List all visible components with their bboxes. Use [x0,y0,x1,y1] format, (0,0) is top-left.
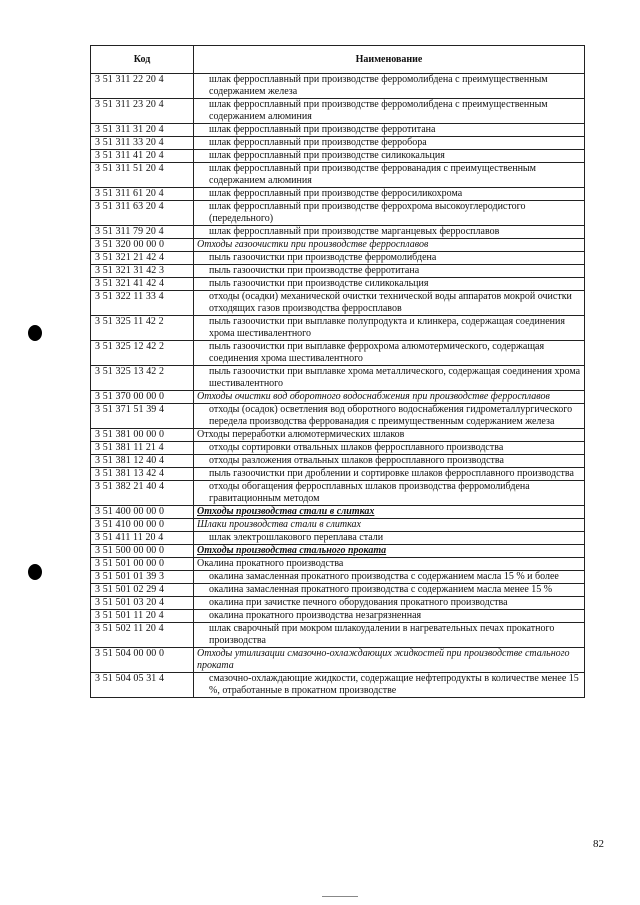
waste-code-cell: 3 51 381 13 42 4 [91,468,194,481]
waste-code-cell: 3 51 371 51 39 4 [91,404,194,429]
waste-name-cell: шлак ферросплавный при производстве феррохрома высокоуглеродистого (передельного) [194,201,585,226]
table-row [91,137,585,150]
table-row [91,366,585,391]
waste-code-cell: 3 51 501 11 20 4 [91,610,194,623]
table-row [91,597,585,610]
waste-name-cell: пыль газоочистки при выплавке феррохрома алюмотермического, содержащая соединения хрома шестивалентного [194,341,585,366]
punch-hole-mark [28,564,42,580]
table-row [91,519,585,532]
table-row [91,201,585,226]
waste-code-cell: 3 51 400 00 00 0 [91,506,194,519]
waste-code-cell: 3 51 370 00 00 0 [91,391,194,404]
waste-code-cell: 3 51 382 21 40 4 [91,481,194,506]
table-row [91,481,585,506]
waste-code-cell: 3 51 311 51 20 4 [91,163,194,188]
table-row [91,648,585,673]
waste-code-cell: 3 51 325 11 42 2 [91,316,194,341]
waste-code-cell: 3 51 411 11 20 4 [91,532,194,545]
page-number: 82 [593,838,604,850]
waste-name-cell: Отходы производства стального проката [194,545,585,558]
waste-code-cell: 3 51 321 31 42 3 [91,265,194,278]
waste-code-cell: 3 51 504 05 31 4 [91,673,194,698]
waste-code-cell: 3 51 504 00 00 0 [91,648,194,673]
table-body [91,74,585,698]
waste-code-cell: 3 51 502 11 20 4 [91,623,194,648]
table-row [91,226,585,239]
table-row [91,468,585,481]
waste-name-cell: пыль газоочистки при выплавке хрома металлического, содержащая соединения хрома шестивалентного [194,366,585,391]
table-row [91,124,585,137]
waste-name-cell: шлак ферросплавный при производстве феррованадия с преимущественным содержанием алюминия [194,163,585,188]
table-row [91,341,585,366]
table-row [91,188,585,201]
waste-name-cell: шлак ферросплавный при производстве ферромолибдена с преимущественным содержанием железа [194,74,585,99]
scan-artifact-line [322,896,358,897]
waste-code-cell: 3 51 311 79 20 4 [91,226,194,239]
waste-name-cell: Окалина прокатного производства [194,558,585,571]
table-row [91,673,585,698]
waste-name-cell: Отходы очистки вод оборотного водоснабжения при производстве ферросплавов [194,391,585,404]
waste-name-cell: пыль газоочистки при дроблении и сортировке шлаков ферросплавного производства [194,468,585,481]
table-row [91,610,585,623]
waste-code-cell: 3 51 311 63 20 4 [91,201,194,226]
waste-code-cell: 3 51 311 33 20 4 [91,137,194,150]
waste-code-cell: 3 51 410 00 00 0 [91,519,194,532]
waste-name-cell: Отходы газоочистки при производстве ферросплавов [194,239,585,252]
table-row [91,239,585,252]
waste-name-cell: отходы (осадок) осветления вод оборотного водоснабжения гидрометаллургического передела производства феррованадия с преимущественным содержанием железа [194,404,585,429]
column-header-name: Наименование [194,46,585,74]
waste-code-cell: 3 51 325 12 42 2 [91,341,194,366]
waste-name-cell: Отходы производства стали в слитках [194,506,585,519]
waste-name-cell: шлак ферросплавный при производстве марганцевых ферросплавов [194,226,585,239]
table-row [91,99,585,124]
table-row [91,532,585,545]
waste-code-cell: 3 51 311 23 20 4 [91,99,194,124]
table-row [91,571,585,584]
table-row [91,455,585,468]
waste-code-cell: 3 51 321 41 42 4 [91,278,194,291]
table-row [91,265,585,278]
table-row [91,404,585,429]
waste-code-cell: 3 51 500 00 00 0 [91,545,194,558]
waste-name-cell: окалина замасленная прокатного производства с содержанием масла 15 % и более [194,571,585,584]
table-row [91,506,585,519]
waste-code-cell: 3 51 381 12 40 4 [91,455,194,468]
waste-name-cell: отходы сортировки отвальных шлаков ферросплавного производства [194,442,585,455]
waste-name-cell: окалина прокатного производства незагрязненная [194,610,585,623]
waste-name-cell: смазочно-охлаждающие жидкости, содержащие нефтепродукты в количестве менее 15 %, отработанные в прокатном производстве [194,673,585,698]
waste-code-cell: 3 51 311 22 20 4 [91,74,194,99]
waste-name-cell: пыль газоочистки при выплавке полупродукта и клинкера, содержащая соединения хрома шестивалентного [194,316,585,341]
waste-name-cell: шлак ферросплавный при производстве ферромолибдена с преимущественным содержанием алюминия [194,99,585,124]
waste-name-cell: отходы (осадки) механической очистки технической воды аппаратов мокрой очистки отходящих газов производства ферросплавов [194,291,585,316]
waste-name-cell: пыль газоочистки при производстве ферромолибдена [194,252,585,265]
waste-name-cell: шлак ферросплавный при производстве ферротитана [194,124,585,137]
waste-code-cell: 3 51 311 31 20 4 [91,124,194,137]
table-row [91,163,585,188]
waste-name-cell: отходы разложения отвальных шлаков ферросплавного производства [194,455,585,468]
waste-name-cell: шлак ферросплавный при производстве силикокальция [194,150,585,163]
table-row [91,558,585,571]
table-row [91,584,585,597]
waste-code-cell: 3 51 325 13 42 2 [91,366,194,391]
waste-name-cell: шлак ферросплавный при производстве ферросиликохрома [194,188,585,201]
table-row [91,429,585,442]
waste-code-cell: 3 51 322 11 33 4 [91,291,194,316]
waste-name-cell: окалина при зачистке печного оборудования прокатного производства [194,597,585,610]
waste-name-cell: пыль газоочистки при производстве силикокальция [194,278,585,291]
waste-code-table [90,45,585,698]
waste-code-cell: 3 51 381 00 00 0 [91,429,194,442]
table-row [91,316,585,341]
table-row [91,623,585,648]
table-header-row [91,46,585,74]
table-row [91,74,585,99]
waste-name-cell: Шлаки производства стали в слитках [194,519,585,532]
waste-code-cell: 3 51 381 11 21 4 [91,442,194,455]
punch-hole-mark [28,325,42,341]
waste-name-cell: шлак электрошлакового переплава стали [194,532,585,545]
waste-code-cell: 3 51 311 61 20 4 [91,188,194,201]
waste-name-cell: Отходы утилизации смазочно-охлаждающих жидкостей при производстве стального проката [194,648,585,673]
waste-code-cell: 3 51 321 21 42 4 [91,252,194,265]
waste-code-cell: 3 51 501 03 20 4 [91,597,194,610]
table-row [91,442,585,455]
column-header-code: Код [91,46,194,74]
waste-name-cell: Отходы переработки алюмотермических шлаков [194,429,585,442]
waste-name-cell: отходы обогащения ферросплавных шлаков производства ферромолибдена гравитационным методом [194,481,585,506]
waste-code-cell: 3 51 501 02 29 4 [91,584,194,597]
table-row [91,291,585,316]
table-row [91,391,585,404]
waste-name-cell: шлак ферросплавный при производстве ферробора [194,137,585,150]
table-row [91,150,585,163]
waste-name-cell: окалина замасленная прокатного производства с содержанием масла менее 15 % [194,584,585,597]
waste-code-cell: 3 51 320 00 00 0 [91,239,194,252]
waste-code-cell: 3 51 501 01 39 3 [91,571,194,584]
table-row [91,252,585,265]
waste-name-cell: шлак сварочный при мокром шлакоудалении в нагревательных печах прокатного производства [194,623,585,648]
table-row [91,545,585,558]
waste-code-cell: 3 51 501 00 00 0 [91,558,194,571]
waste-code-cell: 3 51 311 41 20 4 [91,150,194,163]
table-row [91,278,585,291]
waste-name-cell: пыль газоочистки при производстве ферротитана [194,265,585,278]
